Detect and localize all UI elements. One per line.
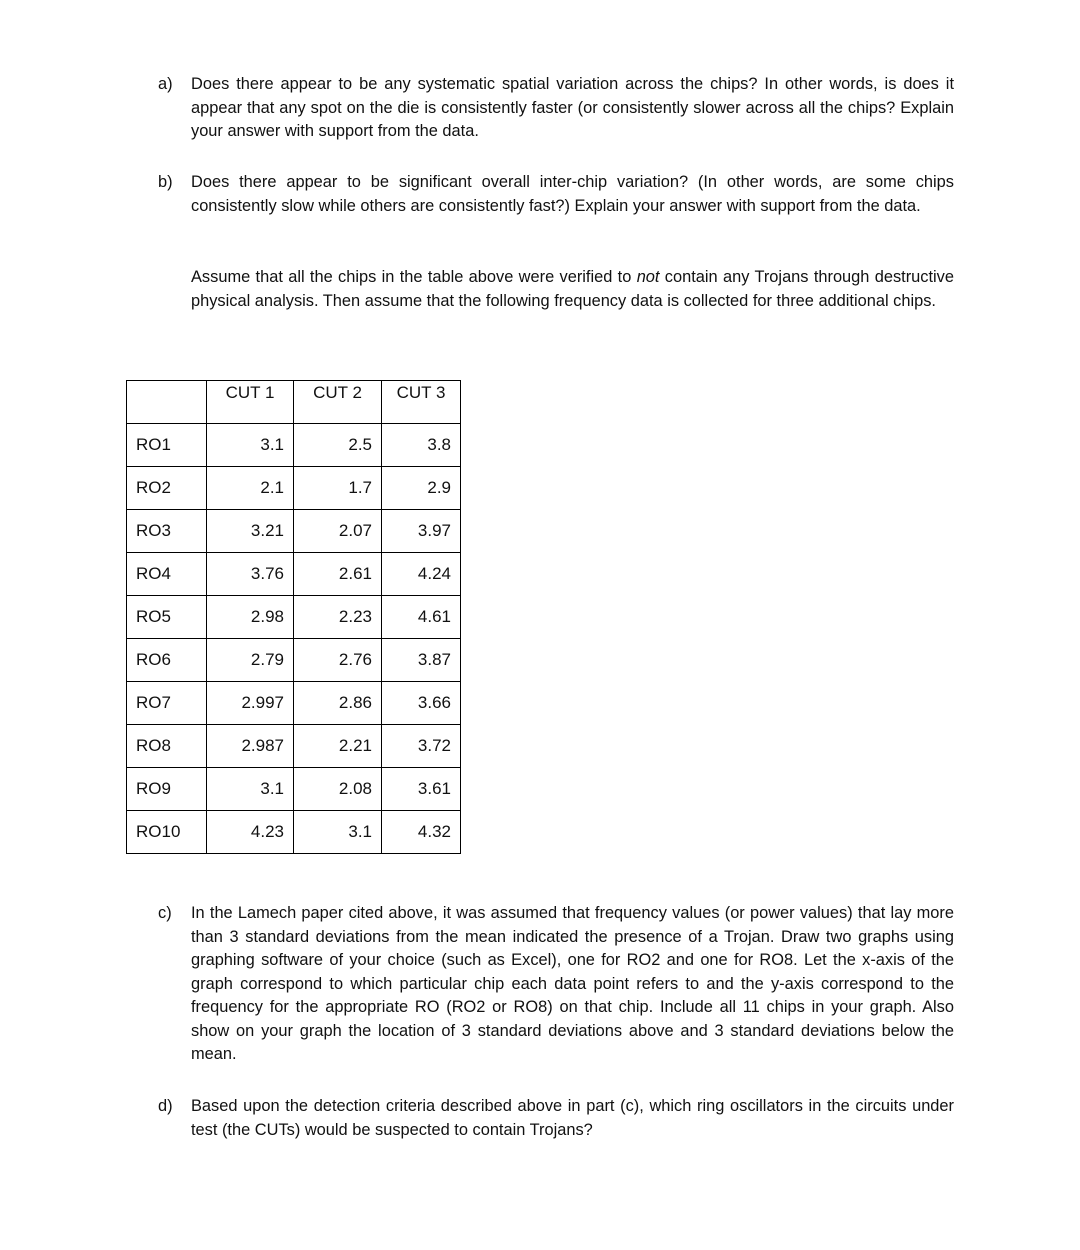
table-cell: 4.61 [382,596,461,639]
table-row [127,596,461,639]
table-cell: 4.32 [382,811,461,854]
table-row [127,725,461,768]
table-cell: 3.72 [382,725,461,768]
table-cell: 3.21 [207,510,294,553]
table-cell: 2.23 [294,596,382,639]
table-cell: RO5 [127,596,207,639]
table-cell: RO2 [127,467,207,510]
table-row [127,811,461,854]
table-cell: RO1 [127,424,207,467]
table-cell: 3.1 [294,811,382,854]
question-d [158,1095,954,1142]
table-cell: 4.24 [382,553,461,596]
table-cell: 3.1 [207,424,294,467]
table-cell: 2.21 [294,725,382,768]
question-b-label: b) [158,173,173,191]
question-a-text: Does there appear to be any systematic spatial variation across the chips? In other words, is does it appear that any spot on the die is consistently faster (or consistently slower across all the chips? Explain your answer with support from the data. [191,75,954,140]
frequency-table [126,380,461,854]
table-row [127,682,461,725]
assumption-paragraph [191,266,954,313]
table-cell: 3.1 [207,768,294,811]
table-cell: RO3 [127,510,207,553]
table-cell: RO9 [127,768,207,811]
table-cell: 2.61 [294,553,382,596]
table-cell: 2.08 [294,768,382,811]
table-cell: 2.86 [294,682,382,725]
table-header-cell: CUT 3 [382,381,461,424]
question-a-label: a) [158,75,173,93]
table-cell: 2.987 [207,725,294,768]
table-row [127,467,461,510]
assumption-emphasis: not [636,268,660,286]
table-header-cell [127,381,207,424]
table-row [127,768,461,811]
question-c-label: c) [158,904,172,922]
table-row [127,639,461,682]
question-b [158,171,954,218]
table-cell: 3.61 [382,768,461,811]
assumption-text-after: contain any Trojans through destructive physical analysis. Then assume that the following frequency data is collected for three additional chips. [191,268,954,310]
question-b-text: Does there appear to be significant overall inter-chip variation? (In other words, are some chips consistently slow while others are consistently fast?) Explain your answer with support from the data. [191,173,954,215]
table-header-cell: CUT 1 [207,381,294,424]
table-cell: 3.76 [207,553,294,596]
question-d-label: d) [158,1097,173,1115]
table-header-row [127,381,461,424]
table-cell: RO4 [127,553,207,596]
question-a [158,73,954,144]
assumption-text-before: Assume that all the chips in the table above were verified to [191,268,637,286]
table-cell: 2.79 [207,639,294,682]
table-cell: RO7 [127,682,207,725]
table-cell: 1.7 [294,467,382,510]
table-cell: 4.23 [207,811,294,854]
question-d-text: Based upon the detection criteria described above in part (c), which ring oscillators in the circuits under test (the CUTs) would be suspected to contain Trojans? [191,1097,954,1139]
table-cell: 2.76 [294,639,382,682]
table-cell: 3.8 [382,424,461,467]
table-cell: RO6 [127,639,207,682]
table-cell: 2.07 [294,510,382,553]
table-cell: 2.98 [207,596,294,639]
question-c-text: In the Lamech paper cited above, it was assumed that frequency values (or power values) that lay more than 3 standard deviations from the mean indicated the presence of a Trojan. Draw two graphs using graphing software of your choice (such as Excel), one for RO2 and one for RO8. Let the x-axis of the graph correspond to which particular chip each data point refers to and the y-axis correspond to the frequency for the appropriate RO (RO2 or RO8) on that chip. Include all 11 chips in your graph. Also show on your graph the location of 3 standard deviations above and 3 standard deviations below the mean. [191,904,954,1063]
table-cell: RO10 [127,811,207,854]
table-cell: 2.9 [382,467,461,510]
table-cell: 2.997 [207,682,294,725]
table-row [127,553,461,596]
table-cell: RO8 [127,725,207,768]
table-header-cell: CUT 2 [294,381,382,424]
table-cell: 3.87 [382,639,461,682]
table-cell: 3.66 [382,682,461,725]
table-row [127,424,461,467]
table-cell: 3.97 [382,510,461,553]
question-c [158,902,954,1067]
table-cell: 2.5 [294,424,382,467]
table-cell: 2.1 [207,467,294,510]
table-row [127,510,461,553]
